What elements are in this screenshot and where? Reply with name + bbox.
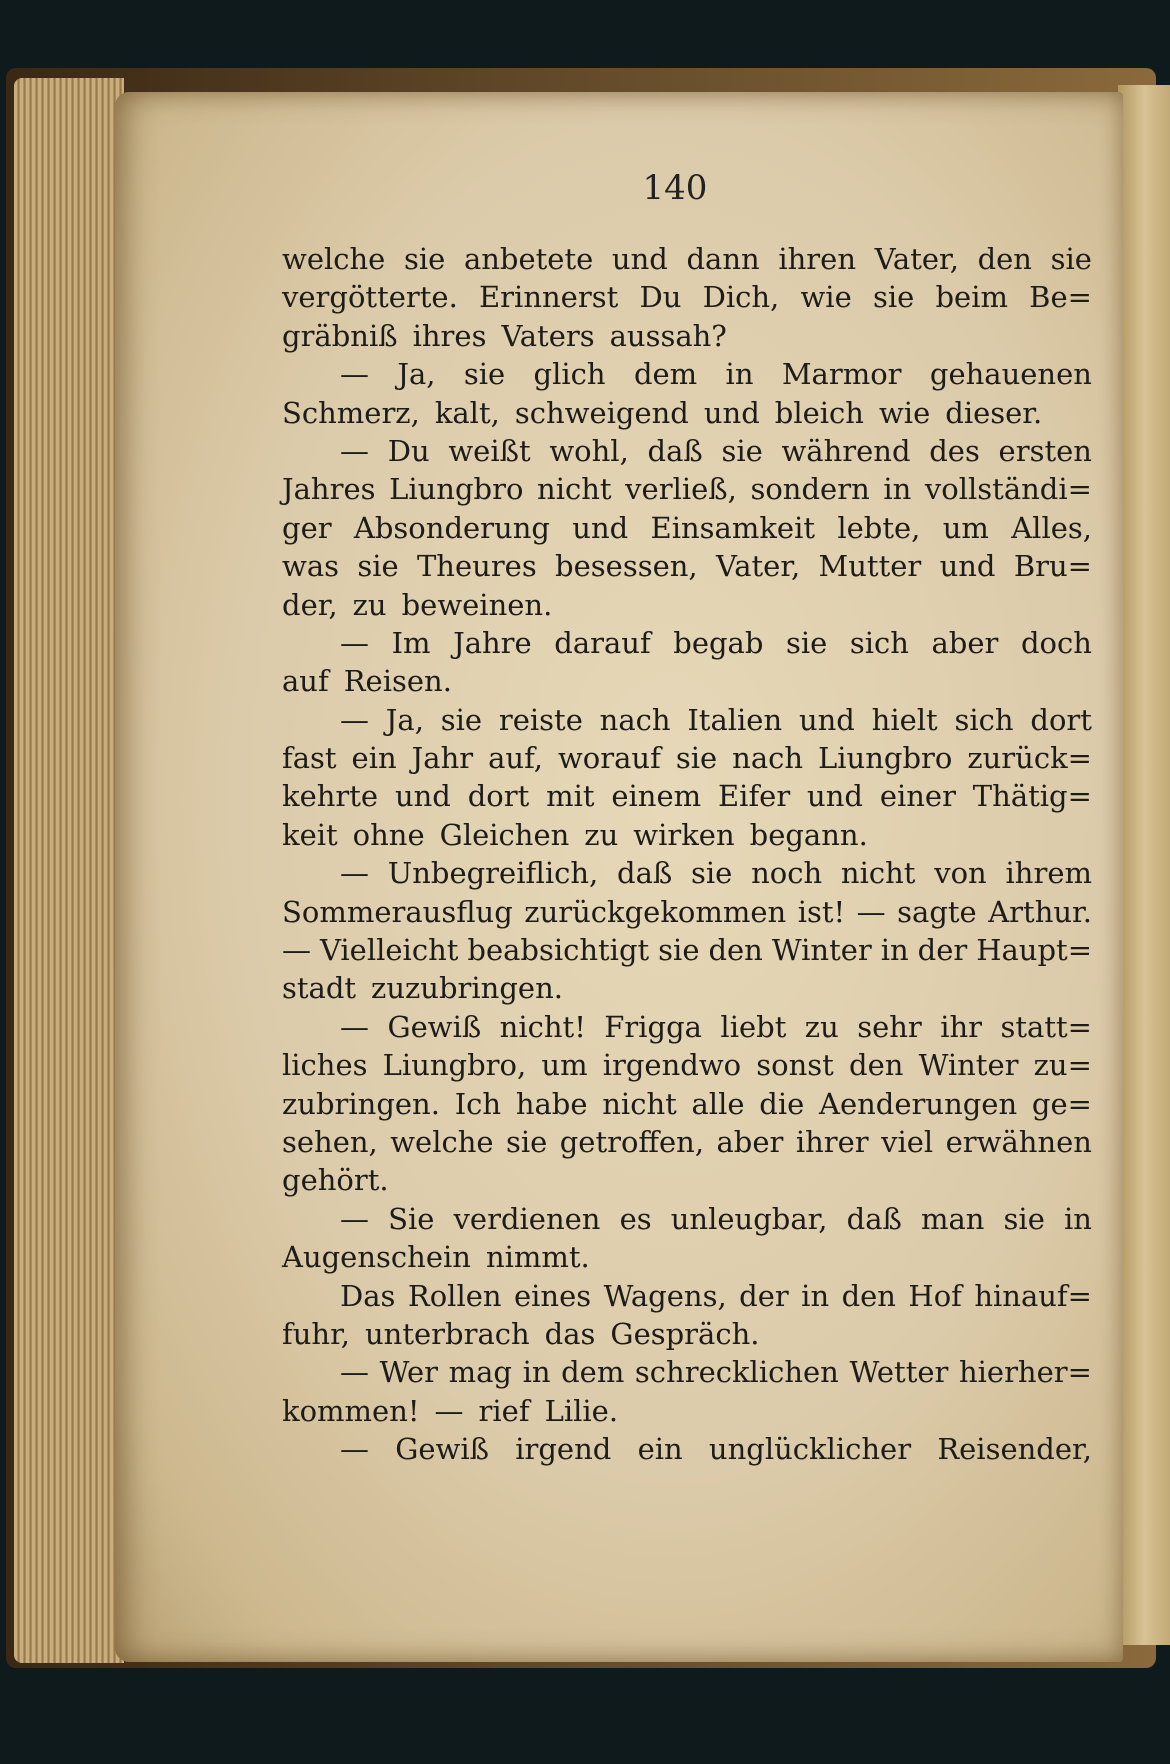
text-line: kehrte und dort mit einem Eifer und einer Thätig= (282, 779, 1092, 814)
text-line: Jahres Liungbro nicht verließ, sondern in vollständi= (282, 472, 1092, 507)
text-line: — Im Jahre darauf begab sie sich aber doch (340, 625, 1092, 660)
text-line: — Ja, sie glich dem in Marmor gehauenen (340, 357, 1092, 392)
page-edges (14, 78, 124, 1663)
text-line: — Gewiß irgend ein unglücklicher Reisender, (340, 1432, 1092, 1467)
text-line: — Sie verdienen es unleugbar, daß man sie in (340, 1201, 1092, 1236)
text-line: was sie Theures besessen, Vater, Mutter und Bru= (282, 549, 1092, 584)
text-line: zubringen. Ich habe nicht alle die Aenderungen ge= (282, 1086, 1092, 1121)
text-line: — Vielleicht beabsichtigt sie den Winter in der Haupt= (282, 933, 1092, 968)
text-line: sehen, welche sie getroffen, aber ihrer viel erwähnen (282, 1124, 1092, 1159)
text-line: keit ohne Gleichen zu wirken begann. (282, 817, 868, 852)
facing-page-edge (1118, 85, 1170, 1645)
text-line: fuhr, unterbrach das Gespräch. (282, 1316, 760, 1351)
text-line: Sommerausflug zurückgekommen ist! — sagte Arthur. (282, 894, 1092, 929)
text-line: vergötterte. Erinnerst Du Dich, wie sie beim Be= (282, 280, 1092, 315)
page-text (282, 240, 1092, 1469)
text-line: Das Rollen eines Wagens, der in den Hof hinauf= (340, 1278, 1092, 1313)
text-line: auf Reisen. (282, 664, 452, 699)
text-line: stadt zuzubringen. (282, 971, 563, 1006)
text-line: — Wer mag in dem schrecklichen Wetter hierher= (340, 1355, 1092, 1390)
page-number: 140 (642, 168, 708, 208)
text-line: — Ja, sie reiste nach Italien und hielt sich dort (340, 702, 1092, 737)
text-line: fast ein Jahr auf, worauf sie nach Liungbro zurück= (282, 741, 1092, 776)
text-line: — Unbegreiflich, daß sie noch nicht von ihrem (340, 856, 1092, 891)
text-line: kommen! — rief Lilie. (282, 1393, 619, 1428)
text-line: gräbniß ihres Vaters aussah? (282, 318, 727, 353)
text-line: gehört. (282, 1163, 389, 1198)
text-line: — Gewiß nicht! Frigga liebt zu sehr ihr statt= (340, 1009, 1092, 1044)
text-line: welche sie anbetete und dann ihren Vater, den sie (282, 242, 1092, 276)
text-line: der, zu beweinen. (282, 587, 553, 622)
text-line: Schmerz, kalt, schweigend und bleich wie dieser. (282, 395, 1043, 430)
text-line: liches Liungbro, um irgendwo sonst den Winter zu= (282, 1048, 1092, 1083)
text-line: ger Absonderung und Einsamkeit lebte, um Alles, (282, 510, 1092, 545)
text-line: Augenschein nimmt. (282, 1240, 590, 1275)
text-line: — Du weißt wohl, daß sie während des ersten (340, 433, 1092, 468)
